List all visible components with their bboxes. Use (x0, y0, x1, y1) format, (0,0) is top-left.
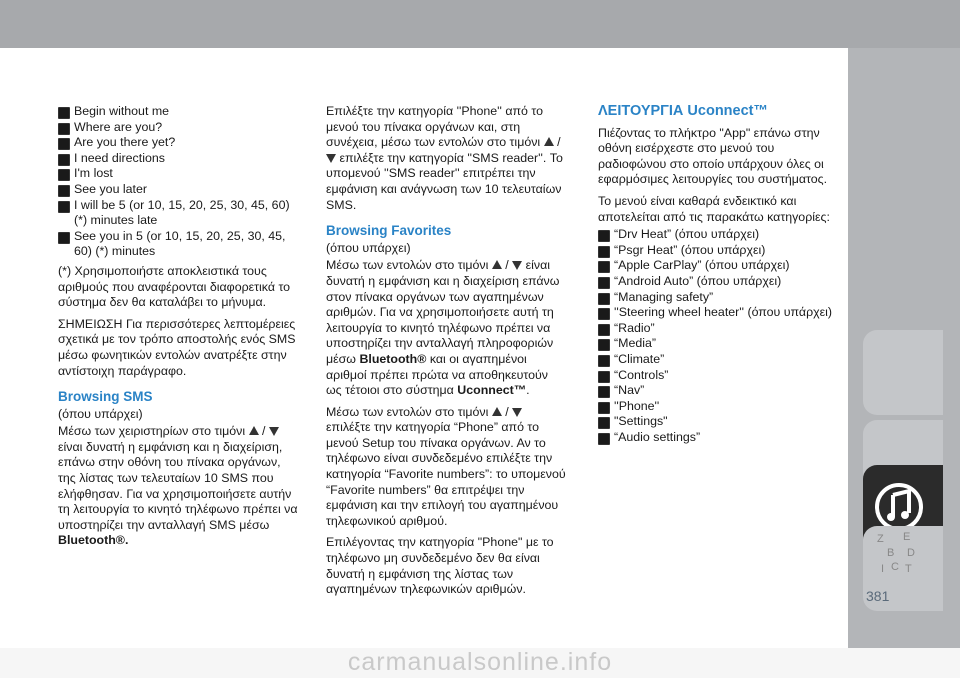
list-item: ''Steering wheel heater'' (όπου υπάρχει) (598, 305, 843, 321)
top-band (0, 0, 960, 48)
list-item: “Audio settings” (598, 430, 843, 446)
list-item: See you in 5 (or 10, 15, 20, 25, 30, 45, 60) (*) minutes (58, 229, 298, 260)
list-item: ''Phone'' (598, 399, 843, 415)
favorites-text-2: είναι δυνατή η εμφάνιση και η διαχείριση επάνω στον πίνακα οργάνων των αγαπημένων αριθμών. Για να χρησιμοποιήσετε αυτή τη λειτουργία το κινητό τηλέφωνο πρέπει να υποστηρίζει την ανταλλαγή πληροφοριών μέσω (326, 258, 560, 366)
column-1: Begin without me Where are you? Are you there yet? I need directions I'm lost See you later I will be 5 (or 10, 15, 20, 25, 30, 45, 60) (*) minutes late See you in 5 (or 10, 15, 20, 25, 30, 45, 60) (*) minutes (*) Χρησιμοποιήστε αποκλειστικά τους αριθμούς που αναφέρονται διαφορετικά το σύστημα δεν θα καταλάβει το μήνυμα. ΣΗΜΕΙΩΣΗ Για περισσότερες λεπτομέρειες σχετικά με τον τρόπο αποστολής ενός SMS μέσω φωνητικών εντολών ανατρέξτε στην αντίστοιχη παράγραφο. Browsing SMS (όπου υπάρχει) Μέσω των χειριστηρίων στο τιμόνι / είναι δυνατή η εμφάνιση και η διαχείριση, επάνω στην οθόνη του πίνακα οργάνων, της λίστας των τελευταίων 10 SMS που ελήφθησαν. Για να χρησιμοποιήσετε αυτήν τη λειτουργία το κινητό τηλέφωνο πρέπει να υποστηρίζει την ανταλλαγή SMS μέσω Bluetooth®. (58, 104, 298, 548)
arrow-up-icon (492, 407, 502, 416)
list-item: I will be 5 (or 10, 15, 20, 25, 30, 45, 60) (*) minutes late (58, 198, 298, 229)
list-item: “Apple CarPlay” (όπου υπάρχει) (598, 258, 843, 274)
list-item: “Climate” (598, 352, 843, 368)
list-item: “Android Auto” (όπου υπάρχει) (598, 274, 843, 290)
svg-text:I: I (881, 563, 885, 575)
arrow-down-icon (512, 261, 522, 270)
setup-text: Μέσω των εντολών στο τιμόνι (326, 404, 489, 419)
svg-text:E: E (903, 531, 911, 543)
list-item: Are you there yet? (58, 135, 298, 151)
browsing-favorites-heading: Browsing Favorites (326, 223, 452, 239)
list-item: “Controls” (598, 368, 843, 384)
list-item: “Nav” (598, 383, 843, 399)
uconnect-label: Uconnect™ (457, 383, 527, 398)
browsing-sms-heading: Browsing SMS (58, 389, 153, 405)
arrow-up-icon (544, 137, 554, 146)
remark-paragraph: ΣΗΜΕΙΩΣΗ Για περισσότερες λεπτομέρειες σχετικά με τον τρόπο αποστολής ενός SMS μέσω φωνητικών εντολών ανατρέξτε στην αντίστοιχη παράγραφο. (58, 316, 296, 378)
list-item: “Radio” (598, 321, 843, 337)
list-item: Where are you? (58, 120, 298, 136)
list-item: "Settings" (598, 414, 843, 430)
section-title: ΛΕΙΤΟΥΡΓΙΑ Uconnect™ (598, 103, 768, 119)
svg-text:T: T (905, 563, 912, 575)
browsing-favorites-subtitle: (όπου υπάρχει) (326, 240, 411, 255)
sms-reader-text: επιλέξτε την κατηγορία ''SMS reader''. Το υπομενού ''SMS reader'' επιτρέπει την εμφάνιση και ανάγνωση των 10 τελευταίων SMS. (326, 150, 563, 212)
column-2: Επιλέξτε την κατηγορία ''Phone'' από το μενού του πίνακα οργάνων και, στη συνέχεια, μέσω των εντολών στο τιμόνι / επιλέξτε την κατηγορία ''SMS reader''. Το υπομενού ''SMS reader'' επιτρέπει την εμφάνιση και ανάγνωση των 10 τελευταίων SMS. Browsing Favorites (όπου υπάρχει) Μέσω των εντολών στο τιμόνι / είναι δυνατή η εμφάνιση και η διαχείριση επάνω στον πίνακα οργάνων των αγαπημένων αριθμών. Για να χρησιμοποιήσετε αυτή τη λειτουργία το κινητό τηλέφωνο πρέπει να υποστηρίζει την ανταλλαγή πληροφοριών μέσω Bluetooth® και οι αγαπημένοι αριθμοί πρέπει πρώτα να αποθηκευτούν ως τέτοιοι στο σύστημα Uconnect™. Μέσω των εντολών στο τιμόνι / επιλέξτε την κατηγορία “Phone” από το μενού Setup του πίνακα οργάνων. Αν το τηλέφωνο είναι συνδεδεμένο επιλέξτε την κατηγορία “Favorite numbers”: το υπομενού “Favorite numbers” θα επιτρέψει την εμφάνιση και την επιλογή του αγαπημένου τηλεφωνικού αριθμού. Επιλέγοντας την κατηγορία "Phone" με το τηλέφωνο μη συνδεδεμένο δεν θα είναι δυνατή η εμφάνιση της λίστας των αγαπημένων τηλεφωνικών αριθμών. (326, 104, 566, 597)
svg-text:C: C (891, 561, 899, 573)
favorites-text-3: και οι αγαπημένοι αριθμοί πρέπει πρώτα να αποθηκευτούν ως τέτοιοι στο σύστημα (326, 351, 548, 398)
list-item: “Drv Heat” (όπου υπάρχει) (598, 227, 843, 243)
arrow-down-icon (269, 427, 279, 436)
svg-text:Z: Z (877, 533, 884, 545)
list-item: I'm lost (58, 166, 298, 182)
svg-text:B: B (887, 547, 895, 559)
phone-category-text: Επιλέξτε την κατηγορία ''Phone'' από το μενού του πίνακα οργάνων και, στη συνέχεια, μέσω των εντολών στο τιμόνι (326, 104, 543, 150)
alphabet-index-icon (863, 526, 943, 586)
note-paragraph: (*) Χρησιμοποιήστε αποκλειστικά τους αριθμούς που αναφέρονται διαφορετικά το σύστημα δεν θα καταλάβει το μήνυμα. (58, 263, 291, 310)
setup-text-2: επιλέξτε την κατηγορία “Phone” από το μενού Setup του πίνακα οργάνων. Αν το τηλέφωνο είναι συνδεδεμένο επιλέξτε την κατηγορία “Favorite numbers”: το υπομενού “Favorite numbers” θα επιτρέψει την εμφάνιση και την επιλογή του αγαπημένου τηλεφωνικού αριθμού. (326, 420, 566, 528)
column-3 (598, 104, 843, 445)
favorites-text: Μέσω των εντολών στο τιμόνι (326, 258, 489, 273)
browsing-sms-text-2: είναι δυνατή η εμφάνιση και η διαχείριση, επάνω στην οθόνη του πίνακα οργάνων, της λίστας των τελευταίων 10 SMS που ελήφθησαν. Για να χρησιμοποιήσετε αυτήν τη λειτουργία το κινητό τηλέφωνο πρέπει να υποστηρίζει την ανταλλαγή SMS μέσω (58, 439, 298, 532)
arrow-down-icon (512, 408, 522, 417)
arrow-up-icon (249, 426, 259, 435)
browsing-sms-text: Μέσω των χειριστηρίων στο τιμόνι (58, 424, 246, 439)
list-item: “Media” (598, 336, 843, 352)
categories-intro: Το μενού είναι καθαρά ενδεικτικό και αποτελείται από τις παρακάτω κατηγορίες: (598, 193, 830, 224)
page-number: 381 (866, 588, 890, 604)
list-item: “Psgr Heat” (όπου υπάρχει) (598, 243, 843, 259)
watermark: carmanualsonline.info (0, 648, 960, 678)
browsing-sms-subtitle: (όπου υπάρχει) (58, 406, 143, 421)
bluetooth-label: Bluetooth® (359, 351, 427, 366)
phone-not-connected-text: Επιλέγοντας την κατηγορία "Phone" με το τηλέφωνο μη συνδεδεμένο δεν θα είναι δυνατή η εμφάνιση της λίστας των αγαπημένων τηλεφωνικών αριθμών. (326, 535, 554, 597)
list-item: I need directions (58, 151, 298, 167)
list-item: “Managing safety” (598, 290, 843, 306)
arrow-up-icon (492, 260, 502, 269)
bluetooth-label: Bluetooth®. (58, 533, 129, 548)
list-item: Begin without me (58, 104, 298, 120)
svg-text:D: D (907, 547, 915, 559)
app-button-text: Πιέζοντας το πλήκτρο "App" επάνω στην οθόνη εισέρχεστε στο μενού του ραδιοφώνου στο οποίο υπάρχουν όλες οι εφαρμόσιμες λειτουργίες του συστήματος. (598, 125, 828, 187)
chapter-tab-1[interactable] (863, 330, 943, 415)
list-item: See you later (58, 182, 298, 198)
arrow-down-icon (326, 154, 336, 163)
